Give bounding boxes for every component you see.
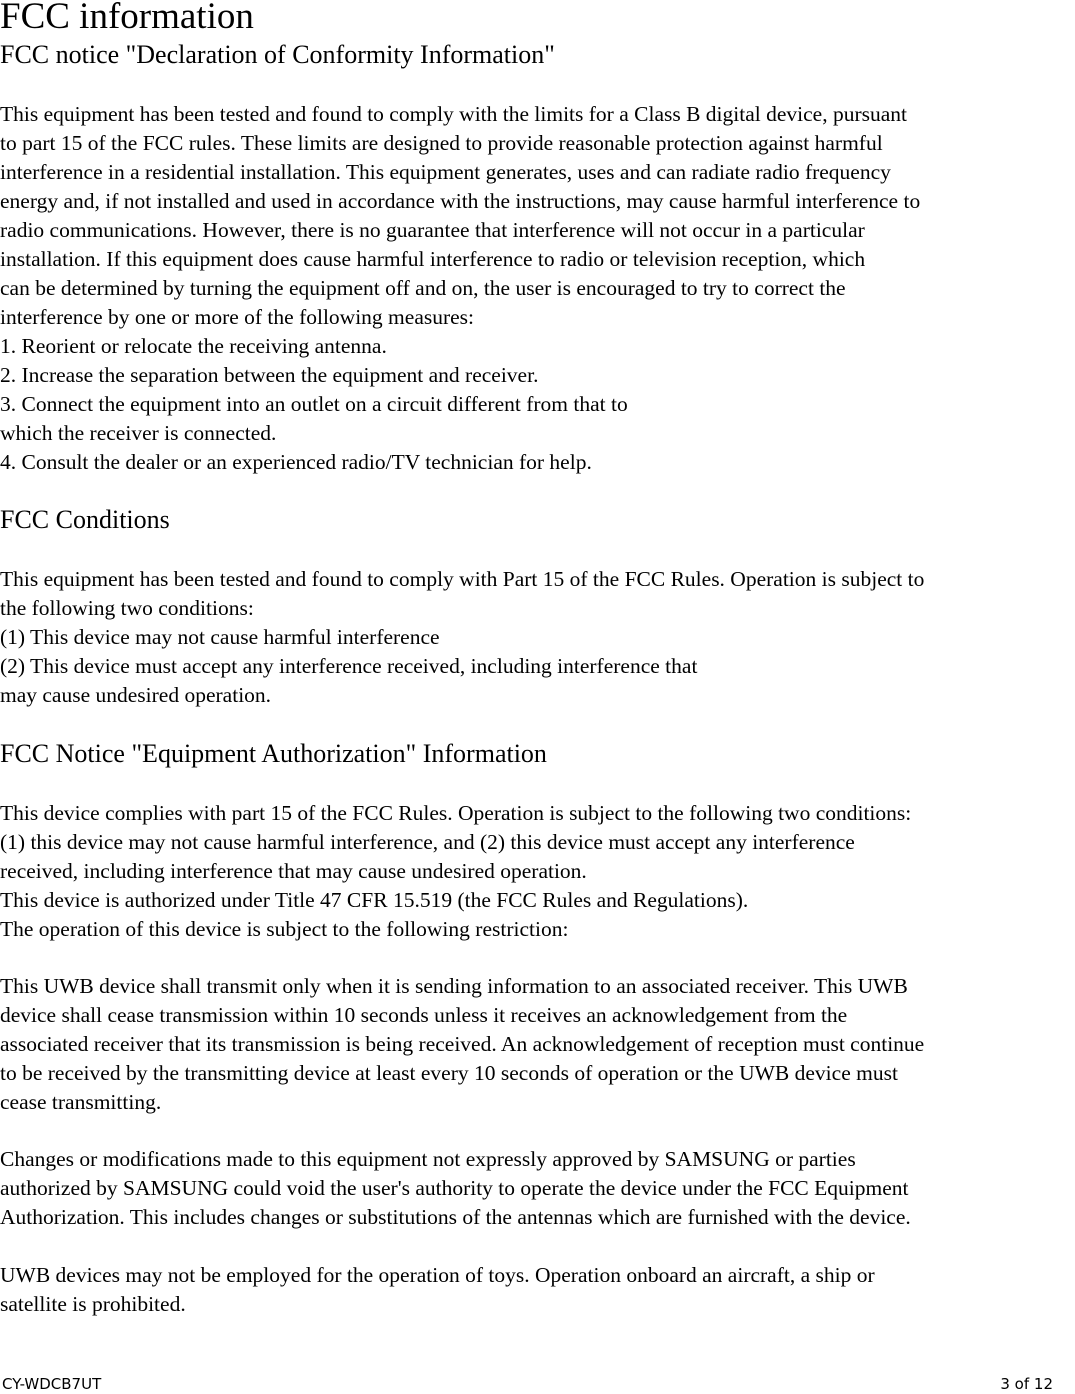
list-item: 2. Increase the separation between the equipment and receiver.	[0, 363, 539, 387]
text-line: This equipment has been tested and found to comply with Part 15 of the FCC Rules. Operation is subject to	[0, 567, 925, 591]
list-item: 1. Reorient or relocate the receiving antenna.	[0, 334, 387, 358]
section-heading-declaration: FCC notice "Declaration of Conformity Information"	[0, 40, 555, 69]
list-item: may cause undesired operation.	[0, 683, 272, 707]
text-line: Changes or modifications made to this equipment not expressly approved by SAMSUNG or parties	[0, 1147, 856, 1171]
text-line: The operation of this device is subject to the following restriction:	[0, 917, 569, 941]
text-line: Authorization. This includes changes or substitutions of the antennas which are furnished with the device.	[0, 1205, 911, 1229]
text-line: radio communications. However, there is no guarantee that interference will not occur in a particular	[0, 218, 865, 242]
text-line: the following two conditions:	[0, 596, 254, 620]
section-heading-conditions: FCC Conditions	[0, 505, 170, 534]
modifications-paragraph	[0, 1145, 1075, 1232]
authorization-paragraph	[0, 799, 1075, 944]
uwb-restriction-paragraph	[0, 972, 1075, 1117]
text-line: can be determined by turning the equipment off and on, the user is encouraged to try to correct the	[0, 276, 846, 300]
text-line: UWB devices may not be employed for the operation of toys. Operation onboard an aircraft, a ship or	[0, 1263, 875, 1287]
text-line: satellite is prohibited.	[0, 1292, 186, 1316]
text-line: received, including interference that may cause undesired operation.	[0, 859, 587, 883]
text-line: interference by one or more of the following measures:	[0, 305, 475, 329]
text-line: This UWB device shall transmit only when it is sending information to an associated receiver. This UWB	[0, 974, 908, 998]
text-line: This equipment has been tested and found to comply with the limits for a Class B digital device, pursuant	[0, 102, 908, 126]
text-line: (1) this device may not cause harmful interference, and (2) this device must accept any interference	[0, 830, 855, 854]
list-item: 3. Connect the equipment into an outlet on a circuit different from that to	[0, 392, 628, 416]
text-line: This device complies with part 15 of the FCC Rules. Operation is subject to the following two conditions:	[0, 801, 912, 825]
text-line: to be received by the transmitting device at least every 10 seconds of operation or the UWB device must	[0, 1061, 898, 1085]
page-title: FCC information	[0, 0, 254, 37]
text-line: interference in a residential installation. This equipment generates, uses and can radiate radio frequency	[0, 160, 891, 184]
list-item: 4. Consult the dealer or an experienced radio/TV technician for help.	[0, 450, 592, 474]
text-line: associated receiver that its transmission is being received. An acknowledgement of reception must continue	[0, 1032, 925, 1056]
list-item: (2) This device must accept any interference received, including interference that	[0, 654, 698, 678]
text-line: device shall cease transmission within 10 seconds unless it receives an acknowledgement from the	[0, 1003, 848, 1027]
toys-aircraft-paragraph	[0, 1261, 1075, 1319]
text-line: energy and, if not installed and used in accordance with the instructions, may cause harmful interference to	[0, 189, 921, 213]
list-item: (1) This device may not cause harmful interference	[0, 625, 440, 649]
section-heading-equipment-authorization: FCC Notice "Equipment Authorization" Information	[0, 739, 547, 768]
list-item: which the receiver is connected.	[0, 421, 277, 445]
declaration-paragraph	[0, 100, 1075, 477]
conditions-paragraph	[0, 565, 1075, 710]
footer-model-number: CY-WDCB7UT	[2, 1375, 102, 1393]
text-line: authorized by SAMSUNG could void the user's authority to operate the device under the FCC Equipment	[0, 1176, 909, 1200]
text-line: This device is authorized under Title 47 CFR 15.519 (the FCC Rules and Regulations).	[0, 888, 749, 912]
footer-page-number: 3 of 12	[1000, 1375, 1053, 1393]
text-line: installation. If this equipment does cause harmful interference to radio or television reception, which	[0, 247, 866, 271]
text-line: to part 15 of the FCC rules. These limits are designed to provide reasonable protection against harmful	[0, 131, 883, 155]
text-line: cease transmitting.	[0, 1090, 162, 1114]
